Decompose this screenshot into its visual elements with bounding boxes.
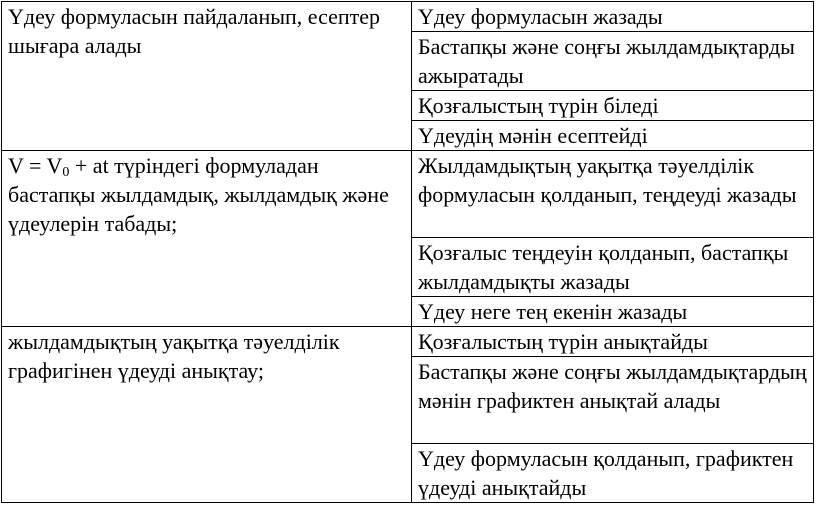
formula-prefix: V = V	[8, 153, 63, 178]
criterion-cell: Үдеудің мәнін есептейді	[412, 121, 814, 151]
criterion-cell: Қозғалыс теңдеуін қолданып, бастапқы жылдамдықты жазады	[412, 238, 814, 297]
criterion-cell: Қозғалыстың түрін біледі	[412, 91, 814, 121]
criterion-cell: Бастапқы және соңғы жылдамдықтардың мәнін графиктен анықтай алады	[412, 357, 814, 444]
objective-text: + at түріндегі формуладан бастапқы жылдамдық, жылдамдық және үдеулерін табады;	[8, 153, 389, 236]
criterion-cell: Жылдамдықтың уақытқа тәуелділік формуласын қолданып, теңдеуді жазады	[412, 151, 814, 238]
table-row	[2, 2, 814, 32]
learning-objective-cell: Үдеу формуласын пайдаланып, есептер шығара алады	[2, 2, 412, 151]
criterion-cell: Үдеу неге тең екенін жазады	[412, 297, 814, 327]
table-row	[2, 151, 814, 238]
criterion-cell: Бастапқы және соңғы жылдамдықтарды ажыратады	[412, 32, 814, 91]
table-row	[2, 327, 814, 357]
criterion-cell: Қозғалыстың түрін анықтайды	[412, 327, 814, 357]
criterion-cell: Үдеу формуласын жазады	[412, 2, 814, 32]
formula-subscript: 0	[62, 165, 70, 180]
assessment-criteria-table	[1, 1, 814, 503]
learning-objective-cell: жылдамдықтың уақытқа тәуелділік графигінен үдеуді анықтау;	[2, 327, 412, 503]
learning-objective-cell	[2, 151, 412, 327]
criterion-cell: Үдеу формуласын қолданып, графиктен үдеуді анықтайды	[412, 444, 814, 503]
